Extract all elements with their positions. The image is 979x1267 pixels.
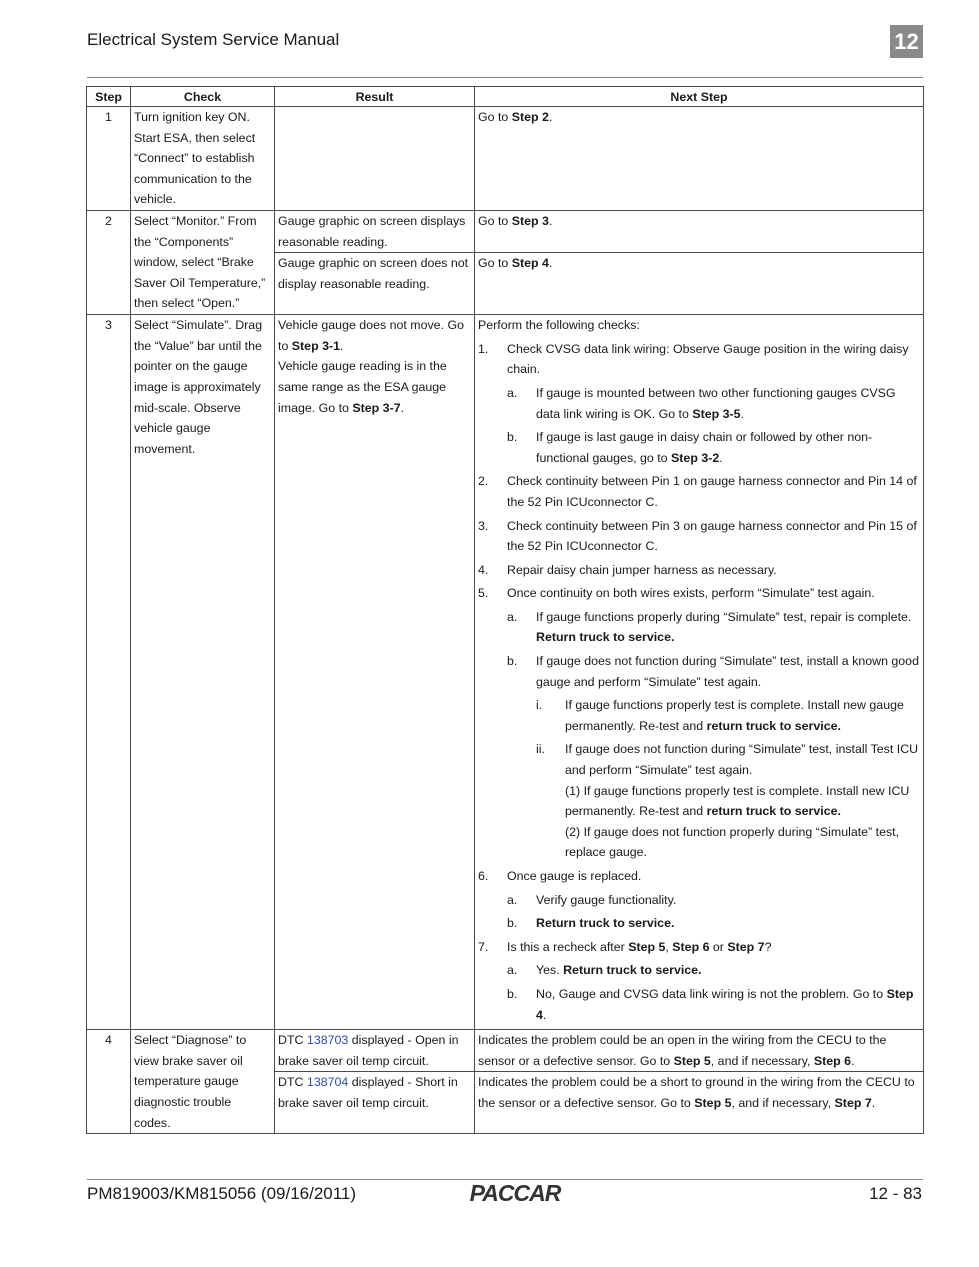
next-step-cell: Go to Step 2.: [475, 107, 924, 211]
next-step-cell: Go to Step 4.: [475, 253, 924, 315]
step-ref: Step 3-1: [291, 338, 340, 353]
step-ref: Step 3-7: [352, 400, 401, 415]
checks-intro: Perform the following checks:: [478, 318, 640, 333]
manual-title: Electrical System Service Manual: [87, 30, 340, 49]
header-divider: [87, 77, 923, 78]
result-cell: [275, 315, 475, 1030]
diagnostic-table: [86, 86, 924, 1134]
table-header-row: [87, 87, 924, 107]
step-ref: Step 2: [511, 110, 549, 124]
return-to-service: Return truck to service.: [536, 630, 675, 645]
result-cell: DTC 138704 displayed - Short in brake saver oil temp circuit.: [275, 1072, 475, 1134]
step-ref: Step 5: [694, 1095, 732, 1110]
result-cell: Gauge graphic on screen displays reasonable reading.: [275, 210, 475, 252]
result-item: Vehicle gauge does not move. Go to Step 3-1.: [278, 318, 464, 353]
table-row: [87, 107, 924, 211]
table-row: [87, 1030, 924, 1072]
list-item: b. If gauge does not function during “Simulate” test, install a known good gauge and perform “Simulate” test again.: [507, 654, 919, 689]
col-header-result: Result: [275, 87, 475, 107]
step-number: 2: [87, 210, 131, 314]
list-item: a. Yes. Return truck to service.: [507, 963, 702, 978]
list-item: 2. Check continuity between Pin 1 on gauge harness connector and Pin 14 of the 52 Pin ICUconnector C.: [478, 474, 917, 509]
step-ref: Step 7: [727, 939, 765, 954]
dtc-link[interactable]: 138703: [306, 1033, 349, 1048]
list-item: i. If gauge functions properly test is complete. Install new gauge permanently. Re-test and return truck to service.: [536, 698, 904, 733]
list-item: b. If gauge is last gauge in daisy chain or followed by other non-functional gauges, go to Step 3-2.: [507, 430, 873, 465]
step-ref: Step 4: [511, 256, 549, 271]
return-to-service: Return truck to service.: [563, 963, 702, 978]
list-item: 5. Once continuity on both wires exists, perform “Simulate” test again.: [478, 586, 875, 601]
next-step-cell: Go to Step 3.: [475, 210, 924, 252]
result-cell: DTC 138703 displayed - Open in brake saver oil temp circuit.: [275, 1030, 475, 1072]
step-ref: Step 5: [628, 939, 666, 954]
list-item: 6. Once gauge is replaced.: [478, 869, 642, 883]
step-ref: Step 5: [673, 1053, 711, 1068]
return-to-service: return truck to service.: [706, 804, 841, 819]
step-ref: Step 3: [511, 213, 549, 228]
col-header-step: Step: [87, 87, 131, 107]
step-ref: Step 6: [813, 1053, 852, 1068]
table-row: [87, 210, 924, 252]
next-step-cell: Indicates the problem could be a short to ground in the wiring from the CECU to the sensor or a defective sensor. Go to Step 5, and if necessary, Step 7.: [475, 1072, 924, 1134]
document-number: PM819003/KM815056 (09/16/2011): [87, 1184, 357, 1203]
logo-text: PACCAR: [469, 1180, 561, 1206]
check-cell: Select “Simulate”. Drag the “Value” bar until the pointer on the gauge image is approximately mid-scale. Observe vehicle gauge movement.: [131, 315, 275, 1030]
page-number: 12 - 83: [869, 1184, 922, 1203]
paccar-logo: [462, 1180, 568, 1206]
step-number: 1: [87, 107, 131, 211]
list-item: a. If gauge is mounted between two other functioning gauges CVSG data link wiring is OK. Go to Step 3-5.: [507, 385, 896, 421]
check-cell: Select “Monitor.” From the “Components” window, select “Brake Saver Oil Temperature,” then select “Open.”: [131, 210, 275, 314]
step-ref: Step 7: [834, 1095, 872, 1110]
list-item: a. If gauge functions properly during “Simulate” test, repair is complete. Return truck to service.: [507, 609, 912, 645]
list-item: a. Verify gauge functionality.: [507, 892, 677, 907]
result-cell: Gauge graphic on screen does not display reasonable reading.: [275, 253, 475, 315]
list-subitem: (1) If gauge functions properly test is complete. Install new ICU permanently. Re-test and return truck to service.: [565, 783, 910, 819]
list-item: 7. Is this a recheck after Step 5, Step 6 or Step 7?: [478, 939, 772, 954]
next-step-cell: [475, 315, 924, 1030]
step-ref: Step 4: [536, 986, 914, 1022]
list-item: b. Return truck to service.: [507, 916, 675, 931]
check-cell: Select “Diagnose” to view brake saver oil temperature gauge diagnostic trouble codes.: [131, 1030, 275, 1134]
step-ref: Step 3-2: [671, 450, 720, 465]
step-ref: Step 6: [672, 939, 710, 954]
table-row: [87, 315, 924, 1030]
return-to-service: Return truck to service.: [536, 916, 675, 931]
list-item: 1. Check CVSG data link wiring: Observe Gauge position in the wiring daisy chain.: [478, 341, 909, 377]
step-ref: Step 3-5: [692, 406, 741, 421]
col-header-next-step: Next Step: [475, 87, 924, 107]
chapter-badge: 12: [890, 25, 923, 58]
check-cell: Turn ignition key ON. Start ESA, then select “Connect” to establish communication to the vehicle.: [131, 107, 275, 211]
next-step-cell: Indicates the problem could be an open in the wiring from the CECU to the sensor or a defective sensor. Go to Step 5, and if necessary, Step 6.: [475, 1030, 924, 1072]
return-to-service: return truck to service.: [706, 718, 841, 733]
list-item: b. No, Gauge and CVSG data link wiring is not the problem. Go to Step 4.: [507, 986, 914, 1022]
col-header-check: Check: [131, 87, 275, 107]
list-item: ii. If gauge does not function during “Simulate” test, install Test ICU and perform “Simulate” test again.: [536, 742, 919, 778]
step-number: 3: [87, 315, 131, 1030]
list-subitem: (2) If gauge does not function properly during “Simulate” test, replace gauge.: [565, 824, 900, 860]
list-item: 4. Repair daisy chain jumper harness as necessary.: [478, 562, 777, 577]
list-item: 3. Check continuity between Pin 3 on gauge harness connector and Pin 15 of the 52 Pin ICUconnector C.: [478, 518, 917, 554]
result-item: Vehicle gauge reading is in the same range as the ESA gauge image. Go to Step 3-7.: [278, 359, 447, 415]
step-number: 4: [87, 1030, 131, 1134]
result-cell: [275, 107, 475, 211]
dtc-link[interactable]: 138704: [306, 1075, 349, 1090]
